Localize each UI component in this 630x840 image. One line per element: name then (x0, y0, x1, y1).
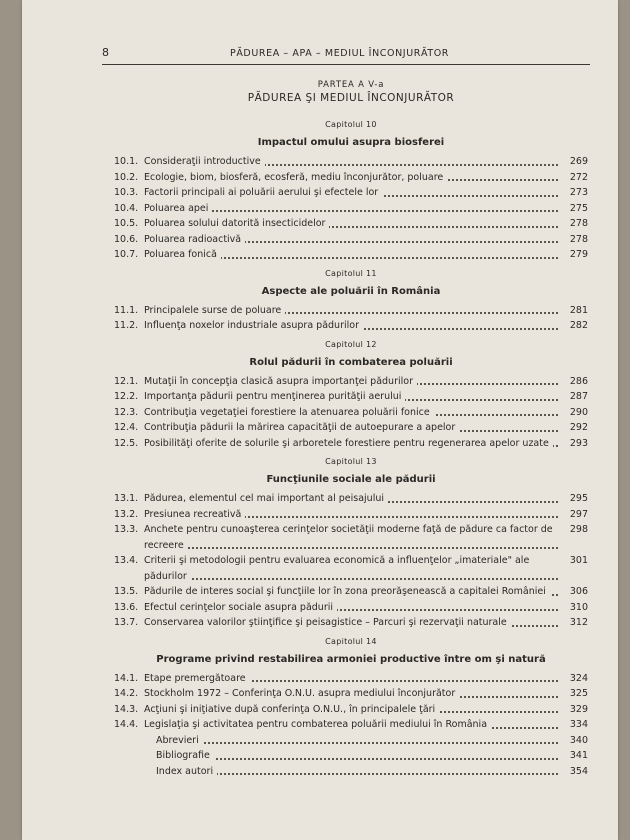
toc-entry[interactable] (114, 420, 588, 436)
entry-number: 13.3. (114, 524, 139, 535)
toc-entry[interactable] (114, 733, 588, 749)
part-title: PĂDUREA ŞI MEDIUL ÎNCONJURĂTOR (247, 92, 455, 104)
entry-page-number: 269 (569, 156, 588, 167)
entry-number: 13.1. (114, 493, 139, 504)
entry-title: Poluarea radioactivă (144, 234, 245, 245)
entry-page-number: 310 (569, 601, 588, 613)
entry-title: Contribuţia vegetaţiei forestiere la atenuarea poluării fonice (144, 407, 434, 418)
entry-number: 12.1. (114, 375, 139, 387)
entry-page-number: 306 (569, 586, 588, 597)
entry-page-number: 312 (569, 617, 588, 628)
entry-title: Principalele surse de poluare (144, 305, 285, 316)
entry-number: 12.3. (114, 406, 139, 418)
entry-page-number: 282 (569, 320, 588, 331)
entry-number: 12.5. (114, 437, 139, 449)
table-of-contents (114, 80, 588, 779)
chapter-title: Programe privind restabilirea armoniei productive între om şi natură (156, 653, 546, 665)
book-page (22, 0, 618, 840)
entry-title: Presiunea recreativă (144, 509, 245, 520)
entry-title: Criterii şi metodologii pentru evaluarea economică a influenţelor „imateriale" ale pădurilor (144, 555, 530, 582)
chapter-label: Capitolul 14 (325, 636, 377, 646)
chapter-list (114, 114, 588, 779)
toc-entry[interactable] (114, 303, 588, 319)
chapter-label: Capitolul 13 (325, 457, 377, 466)
entry-page-number: 295 (569, 493, 588, 504)
entry-page-number: 341 (569, 750, 588, 761)
entry-number: 13.7. (114, 617, 139, 628)
entry-title: Posibilităţi oferite de solurile şi arboretele forestiere pentru regenerarea apelor uzate (144, 438, 553, 449)
toc-entry[interactable] (114, 584, 588, 600)
entry-title: Abrevieri (156, 735, 203, 746)
entry-title: Acţiuni şi iniţiative după conferinţa O.N.U., în principalele ţări (144, 704, 439, 715)
toc-entry[interactable] (114, 507, 588, 523)
toc-entry[interactable] (114, 154, 588, 170)
toc-entry[interactable] (114, 764, 588, 780)
entry-page-number: 273 (569, 187, 588, 198)
entry-title: Index autori (156, 766, 217, 777)
part-label: PARTEA A V-a (317, 80, 385, 90)
toc-entry[interactable] (114, 318, 588, 334)
entry-title: Factorii principali ai poluării aerului şi efectele lor (144, 187, 382, 198)
toc-entry[interactable] (114, 522, 588, 553)
entry-title: Contribuţia pădurii la mărirea capacităţii de autoepurare a apelor (144, 422, 459, 433)
toc-entry[interactable] (114, 615, 588, 631)
toc-entry[interactable] (114, 436, 588, 452)
entry-number: 13.2. (114, 508, 139, 520)
entry-title: Pădurile de interes social şi funcţiile lor în zona preorăşenească a capitalei României (144, 586, 550, 597)
toc-entry[interactable] (114, 374, 588, 390)
entry-number: 11.1. (114, 304, 139, 316)
entry-title: Anchete pentru cunoaşterea cerinţelor societăţii moderne faţă de pădure ca factor de recreere (144, 524, 553, 551)
entry-number: 12.2. (114, 391, 139, 402)
entry-title: Conservarea valorilor ştiinţifice şi peisagistice – Parcuri şi rezervaţii naturale (144, 617, 511, 628)
chapter-title: Funcţiunile sociale ale pădurii (266, 474, 436, 485)
entry-title: Importanţa pădurii pentru menţinerea purităţii aerului (144, 391, 405, 402)
entry-number: 10.6. (114, 233, 139, 245)
entry-page-number: 287 (569, 391, 588, 402)
entry-number: 10.3. (114, 187, 139, 198)
entry-title: Poluarea apei (144, 203, 212, 214)
entry-page-number: 279 (569, 249, 588, 260)
entry-page-number: 281 (569, 304, 588, 316)
entry-page-number: 325 (569, 688, 588, 699)
entry-title: Etape premergătoare (144, 673, 250, 684)
entry-page-number: 334 (569, 719, 588, 730)
entry-title: Efectul cerinţelor sociale asupra pădurii (144, 602, 337, 613)
entry-number: 12.4. (114, 422, 139, 433)
entry-page-number: 329 (569, 703, 588, 715)
entry-title: Ecologie, biom, biosferă, ecosferă, mediu înconjurător, poluare (144, 172, 447, 183)
entry-number: 14.2. (114, 688, 139, 699)
entry-page-number: 297 (569, 508, 588, 520)
chapter-title: Impactul omului asupra biosferei (257, 137, 445, 148)
toc-entry[interactable] (114, 491, 588, 507)
entry-page-number: 272 (569, 171, 588, 183)
toc-entry[interactable] (114, 216, 588, 232)
entry-page-number: 278 (569, 218, 588, 229)
entry-title: Stockholm 1972 – Conferinţa O.N.U. asupra mediului înconjurător (144, 688, 459, 699)
entry-title: Bibliografie (156, 750, 214, 761)
entry-title: Legislaţia şi activitatea pentru combaterea poluării mediului în România (144, 719, 491, 730)
entry-page-number: 354 (569, 765, 588, 777)
toc-entry[interactable] (114, 748, 588, 764)
toc-entry[interactable] (114, 201, 588, 217)
entry-title: Poluarea fonică (144, 249, 221, 260)
entry-page-number: 298 (569, 524, 588, 535)
chapter-title: Aspecte ale poluării în România (261, 285, 441, 297)
entry-number: 14.4. (114, 719, 139, 730)
entry-page-number: 301 (569, 555, 588, 566)
toc-entry[interactable] (114, 702, 588, 718)
entry-title: Mutaţii în concepţia clasică asupra importanţei pădurilor (144, 376, 417, 387)
entry-number: 10.7. (114, 249, 139, 260)
entry-page-number: 275 (569, 202, 588, 214)
entry-number: 10.4. (114, 202, 139, 214)
header-title: PĂDUREA – APA – MEDIUL ÎNCONJURĂTOR (230, 48, 450, 59)
entry-title: Pădurea, elementul cel mai important al peisajului (144, 493, 388, 504)
toc-entry[interactable] (114, 686, 588, 702)
entry-number: 14.1. (114, 672, 139, 684)
entry-number: 10.5. (114, 218, 139, 229)
entry-page-number: 278 (569, 233, 588, 245)
entry-page-number: 340 (569, 734, 588, 746)
entry-number: 13.4. (114, 555, 139, 566)
entry-page-number: 324 (569, 672, 588, 684)
running-header (102, 46, 590, 65)
entry-number: 11.2. (114, 320, 139, 331)
toc-entry[interactable] (114, 170, 588, 186)
entry-number: 10.2. (114, 171, 139, 183)
entry-number: 10.1. (114, 156, 139, 167)
entry-page-number: 286 (569, 375, 588, 387)
toc-entry[interactable] (114, 553, 588, 584)
entry-page-number: 292 (569, 422, 588, 433)
toc-entry[interactable] (114, 405, 588, 421)
entry-number: 14.3. (114, 703, 139, 715)
toc-entry[interactable] (114, 247, 588, 263)
entry-number: 13.6. (114, 601, 139, 613)
page-number: 8 (102, 46, 109, 59)
chapter-title: Rolul pădurii în combaterea poluării (249, 356, 453, 368)
toc-entry[interactable] (114, 671, 588, 687)
entry-title: Influenţa noxelor industriale asupra pădurilor (144, 320, 363, 331)
toc-entry[interactable] (114, 717, 588, 733)
entry-page-number: 290 (569, 406, 588, 418)
entry-title: Consideraţii introductive (144, 156, 265, 167)
entry-number: 13.5. (114, 586, 139, 597)
entry-page-number: 293 (569, 437, 588, 449)
toc-entry[interactable] (114, 389, 588, 405)
toc-entry[interactable] (114, 185, 588, 201)
toc-entry[interactable] (114, 600, 588, 616)
entry-title: Poluarea solului datorită insecticidelor (144, 218, 329, 229)
chapter-label: Capitolul 12 (325, 339, 377, 349)
chapter-label: Capitolul 11 (325, 268, 377, 278)
toc-entry[interactable] (114, 232, 588, 248)
chapter-label: Capitolul 10 (325, 120, 377, 129)
